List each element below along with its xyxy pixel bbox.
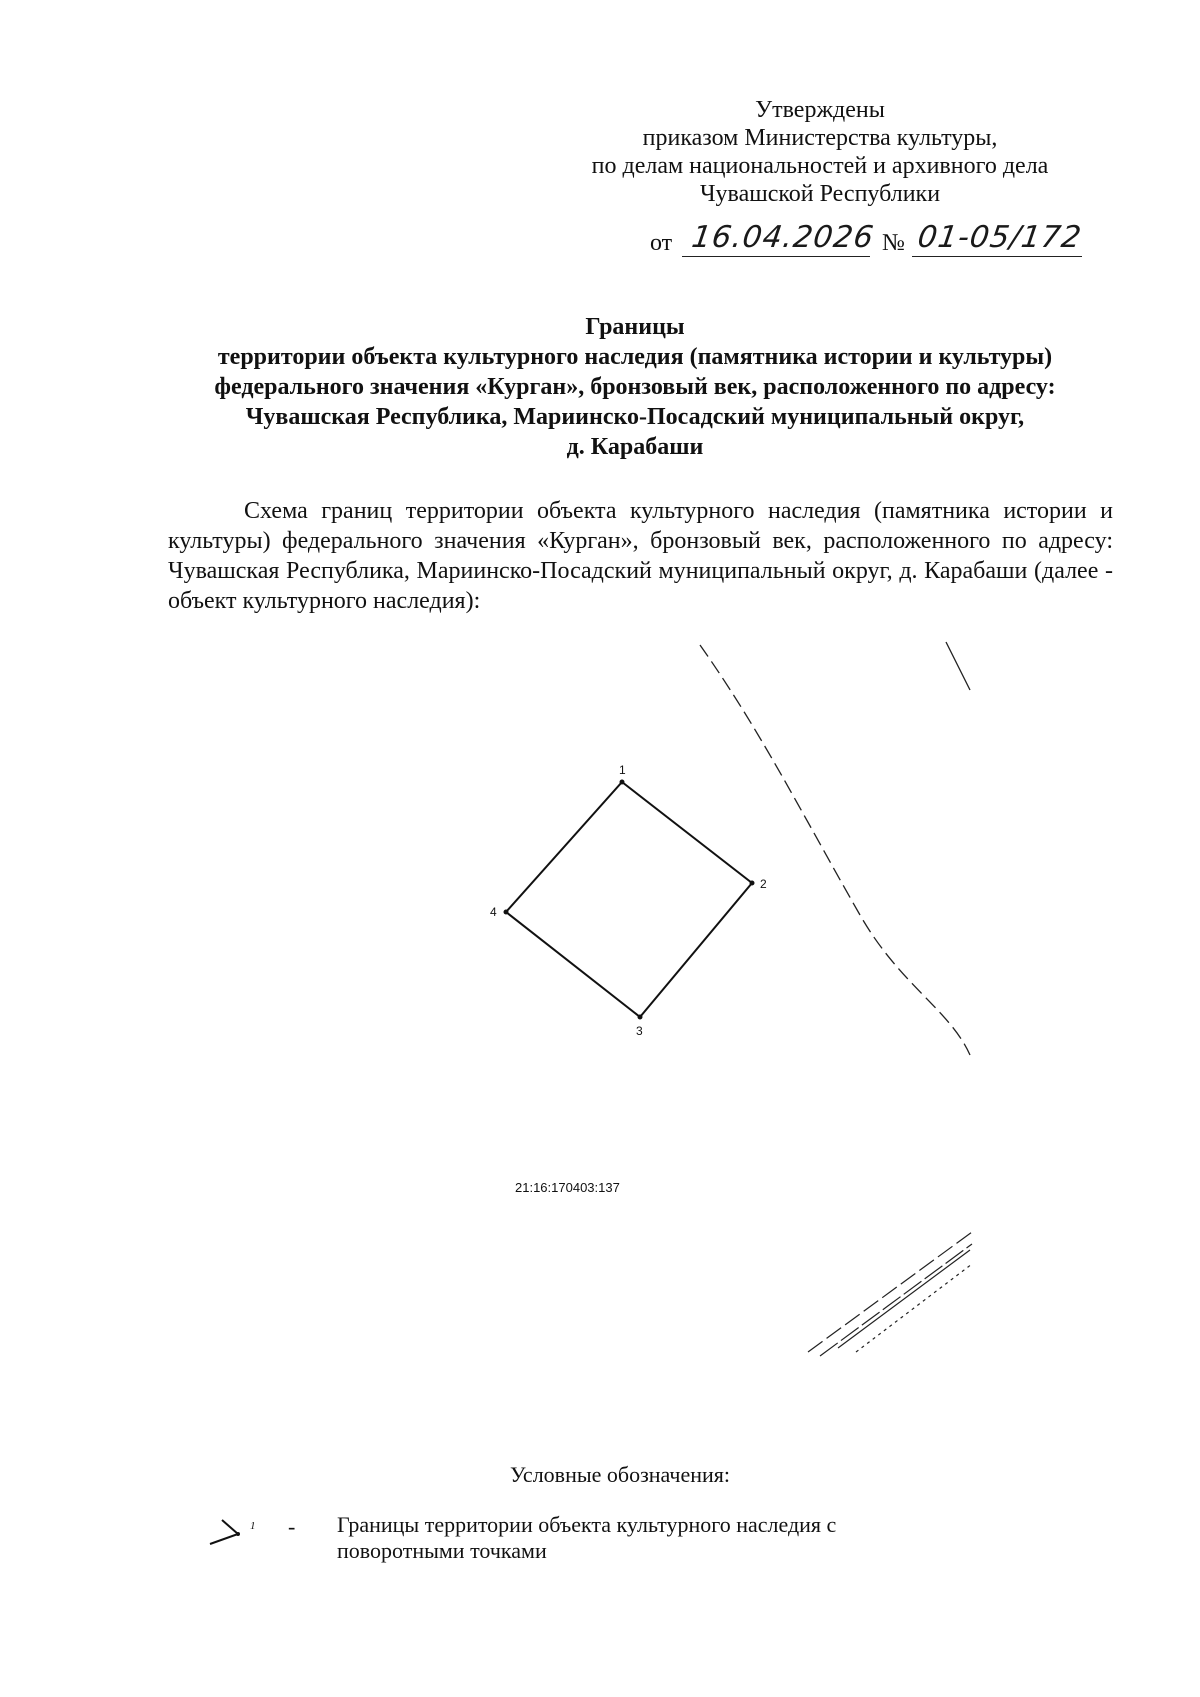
approval-ministry-line: по делам национальностей и архивного дела	[591, 153, 1049, 179]
turning-point-1	[620, 780, 625, 785]
title-line-3: федерального значения «Курган», бронзовый век, расположенного по адресу:	[214, 374, 1056, 400]
cadastral-number: 21:16:170403:137	[515, 1180, 620, 1195]
approval-heading: Утверждены	[755, 97, 885, 123]
turning-point-2	[750, 881, 755, 886]
legend-text: Границы территории объекта культурного наследия с поворотными точками	[337, 1512, 837, 1563]
road-dashed-line-left	[700, 645, 970, 1055]
order-number-sign: №	[882, 230, 905, 256]
point-label-3: 3	[636, 1024, 643, 1038]
point-label-2: 2	[760, 877, 767, 891]
boundary-polygon	[506, 782, 752, 1017]
title-line-5: д. Карабаши	[566, 434, 704, 460]
turning-point-3	[638, 1015, 643, 1020]
title-line-1: Границы	[585, 314, 685, 340]
order-ot-label: от	[650, 230, 673, 256]
scheme-description: Схема границ территории объекта культурного наследия (памятника истории и культуры) федерального значения «Курган», бронзовый век, расположенного по адресу: Чувашская Республика, Мариинско-Посадский муниципальный округ, д. Карабаши (далее - объект культурного наследия):	[168, 498, 1113, 614]
order-date-handwritten: 16.04.2026	[689, 220, 877, 255]
point-label-4: 4	[490, 905, 497, 919]
legend-title: Условные обозначения:	[510, 1462, 731, 1487]
legend-row-boundary	[200, 1512, 1100, 1572]
turning-point-4	[504, 910, 509, 915]
approval-republic-line: Чувашской Республики	[699, 181, 941, 207]
parcel-lines-bottom	[808, 1232, 972, 1356]
order-number-handwritten: 01-05/172	[915, 220, 1085, 255]
legend-icon-label: 1	[250, 1520, 256, 1532]
point-label-1: 1	[619, 763, 626, 777]
road-dashed-line-right	[946, 642, 970, 690]
approval-order-line: приказом Министерства культуры,	[642, 125, 998, 151]
boundary-symbol-icon	[200, 1512, 260, 1552]
title-line-4: Чувашская Республика, Мариинско-Посадский муниципальный округ,	[245, 404, 1025, 430]
title-line-2: территории объекта культурного наследия (памятника истории и культуры)	[217, 344, 1053, 370]
legend-dash: -	[288, 1514, 296, 1539]
